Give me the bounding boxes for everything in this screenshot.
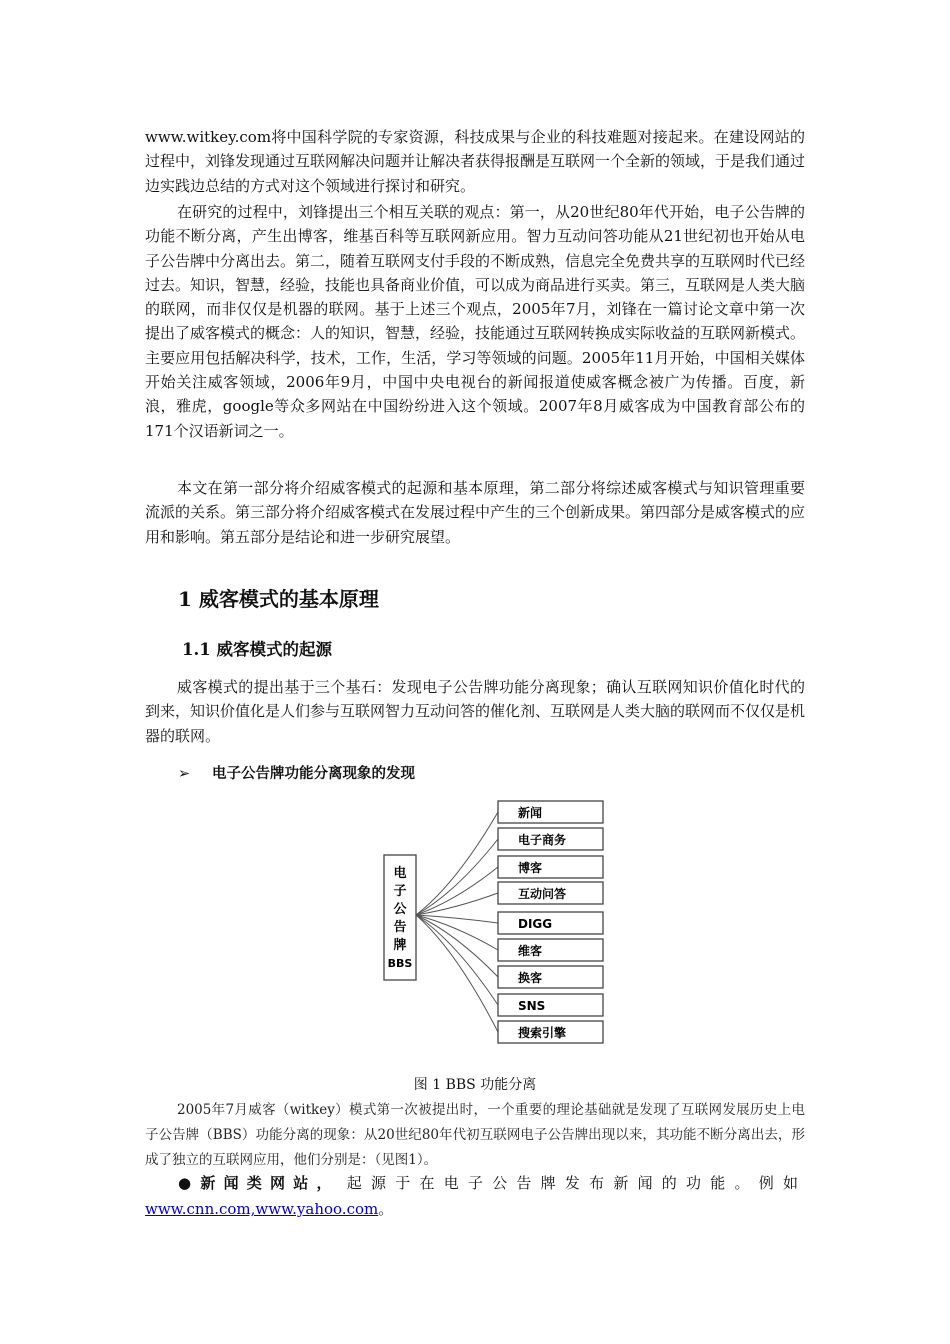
- after-figure-paragraph: 2005年7月威客（witkey）模式第一次被提出时，一个重要的理论基础就是发现了互联网发展历史上电子公告牌（BBS）功能分离的现象：从20世纪80年代初互联网电子公告牌出现以来，其功能不断分离出去，形成了独立的互联网应用，他们分别是：（见图1）。: [145, 1102, 805, 1168]
- fan-line: [416, 915, 498, 1005]
- branch-box: [498, 966, 603, 988]
- bbs-figure: [370, 795, 615, 1050]
- branch-label: DIGG: [518, 917, 553, 931]
- branch-label: 博客: [518, 861, 543, 875]
- branch-label: 新闻: [518, 806, 543, 820]
- links-line: [145, 1198, 393, 1219]
- fan-line: [416, 915, 498, 1032]
- branch-box: [498, 801, 603, 823]
- branch-label: 换客: [518, 971, 543, 985]
- bullet-text: 电子公告牌功能分离现象的发现: [212, 766, 415, 782]
- branch-label: 互动问答: [518, 887, 567, 901]
- subsection-heading: 1.1 威客模式的起源: [182, 640, 332, 659]
- example-links[interactable]: www.cnn.com,www.yahoo.com: [145, 1200, 379, 1218]
- branch-label: 电子商务: [518, 833, 567, 847]
- news-sites-text: 起源于在电子公告牌发布新闻的功能。例如: [346, 1174, 805, 1192]
- section-paragraph-1: 威客模式的提出基于三个基石：发现电子公告牌功能分离现象；确认互联网知识价值化时代的到来，知识价值化是人们参与互联网智力互动问答的催化剂、互联网是人类大脑的联网而不仅仅是机器的联网。: [145, 678, 806, 745]
- bullet-item: [178, 762, 415, 783]
- bbs-source-char: 公: [393, 902, 407, 917]
- fan-line: [416, 812, 498, 915]
- section-heading: 1 威客模式的基本原理: [178, 587, 379, 611]
- branch-label: 搜索引擎: [518, 1026, 567, 1040]
- intro-paragraph-1: www.witkey.com将中国科学院的专家资源，科技成果与企业的科技难题对接起来。在建设网站的过程中，刘锋发现通过互联网解决问题并让解决者获得报酬是互联网一个全新的领域，于是我们通过边实践边总结的方式对这个领域进行探讨和研究。: [145, 128, 806, 195]
- figure-caption: 图 1 BBS 功能分离: [413, 1077, 537, 1093]
- bbs-source-char: 告: [393, 920, 407, 935]
- arrow-bullet-icon: ➢: [178, 766, 191, 782]
- bold-lead: 新闻类网站，: [200, 1174, 340, 1192]
- bbs-source-abbrev: BBS: [387, 957, 413, 970]
- intro-paragraph-3: 本文在第一部分将介绍威客模式的起源和基本原理，第二部分将综述威客模式与知识管理重要流派的关系。第三部分将介绍威客模式在发展过程中产生的三个创新成果。第四部分是威客模式的应用和影响。第五部分是结论和进一步研究展望。: [145, 479, 806, 546]
- branch-box: [498, 939, 603, 961]
- bbs-source-char: 子: [393, 884, 407, 899]
- intro-paragraph-2: 在研究的过程中，刘锋提出三个相互关联的观点：第一，从20世纪80年代开始，电子公告牌的功能不断分离，产生出博客，维基百科等互联网新应用。智力互动问答功能从21世纪初也开始从电子公告牌中分离出去。第二，随着互联网支付手段的不断成熟，信息完全免费共享的互联网时代已经过去。知识，智慧，经验，技能也具备商业价值，可以成为商品进行买卖。第三，互联网是人类大脑的联网，而非仅仅是机器的联网。基于上述三个观点，2005年7月，刘锋在一篇讨论文章中第一次提出了威客模式的概念：人的知识，智慧，经验，技能通过互联网转换成实际收益的互联网新模式。主要应用包括解决科学，技术，工作，生活，学习等领域的问题。2005年11月开始，中国相关媒体开始关注威客领域，2006年9月，中国中央电视台的新闻报道使威客概念被广为传播。百度，新浪，雅虎，google等众多网站在中国纷纷进入这个领域。2007年8月威客成为中国教育部公布的171个汉语新词之一。: [145, 203, 806, 440]
- bbs-source-char: 牌: [393, 938, 407, 953]
- bbs-source-char: 电: [393, 866, 407, 881]
- period: 。: [378, 1200, 394, 1218]
- branch-label: 维客: [518, 944, 543, 958]
- fan-line: [416, 915, 498, 950]
- dot-bullet-icon: ●: [178, 1174, 194, 1192]
- news-sites-line: [178, 1172, 805, 1193]
- branch-boxes: [498, 801, 603, 1043]
- fan-lines: [416, 812, 498, 1032]
- branch-box: [498, 856, 603, 878]
- branch-label: SNS: [518, 999, 546, 1013]
- branch-box: [498, 994, 603, 1016]
